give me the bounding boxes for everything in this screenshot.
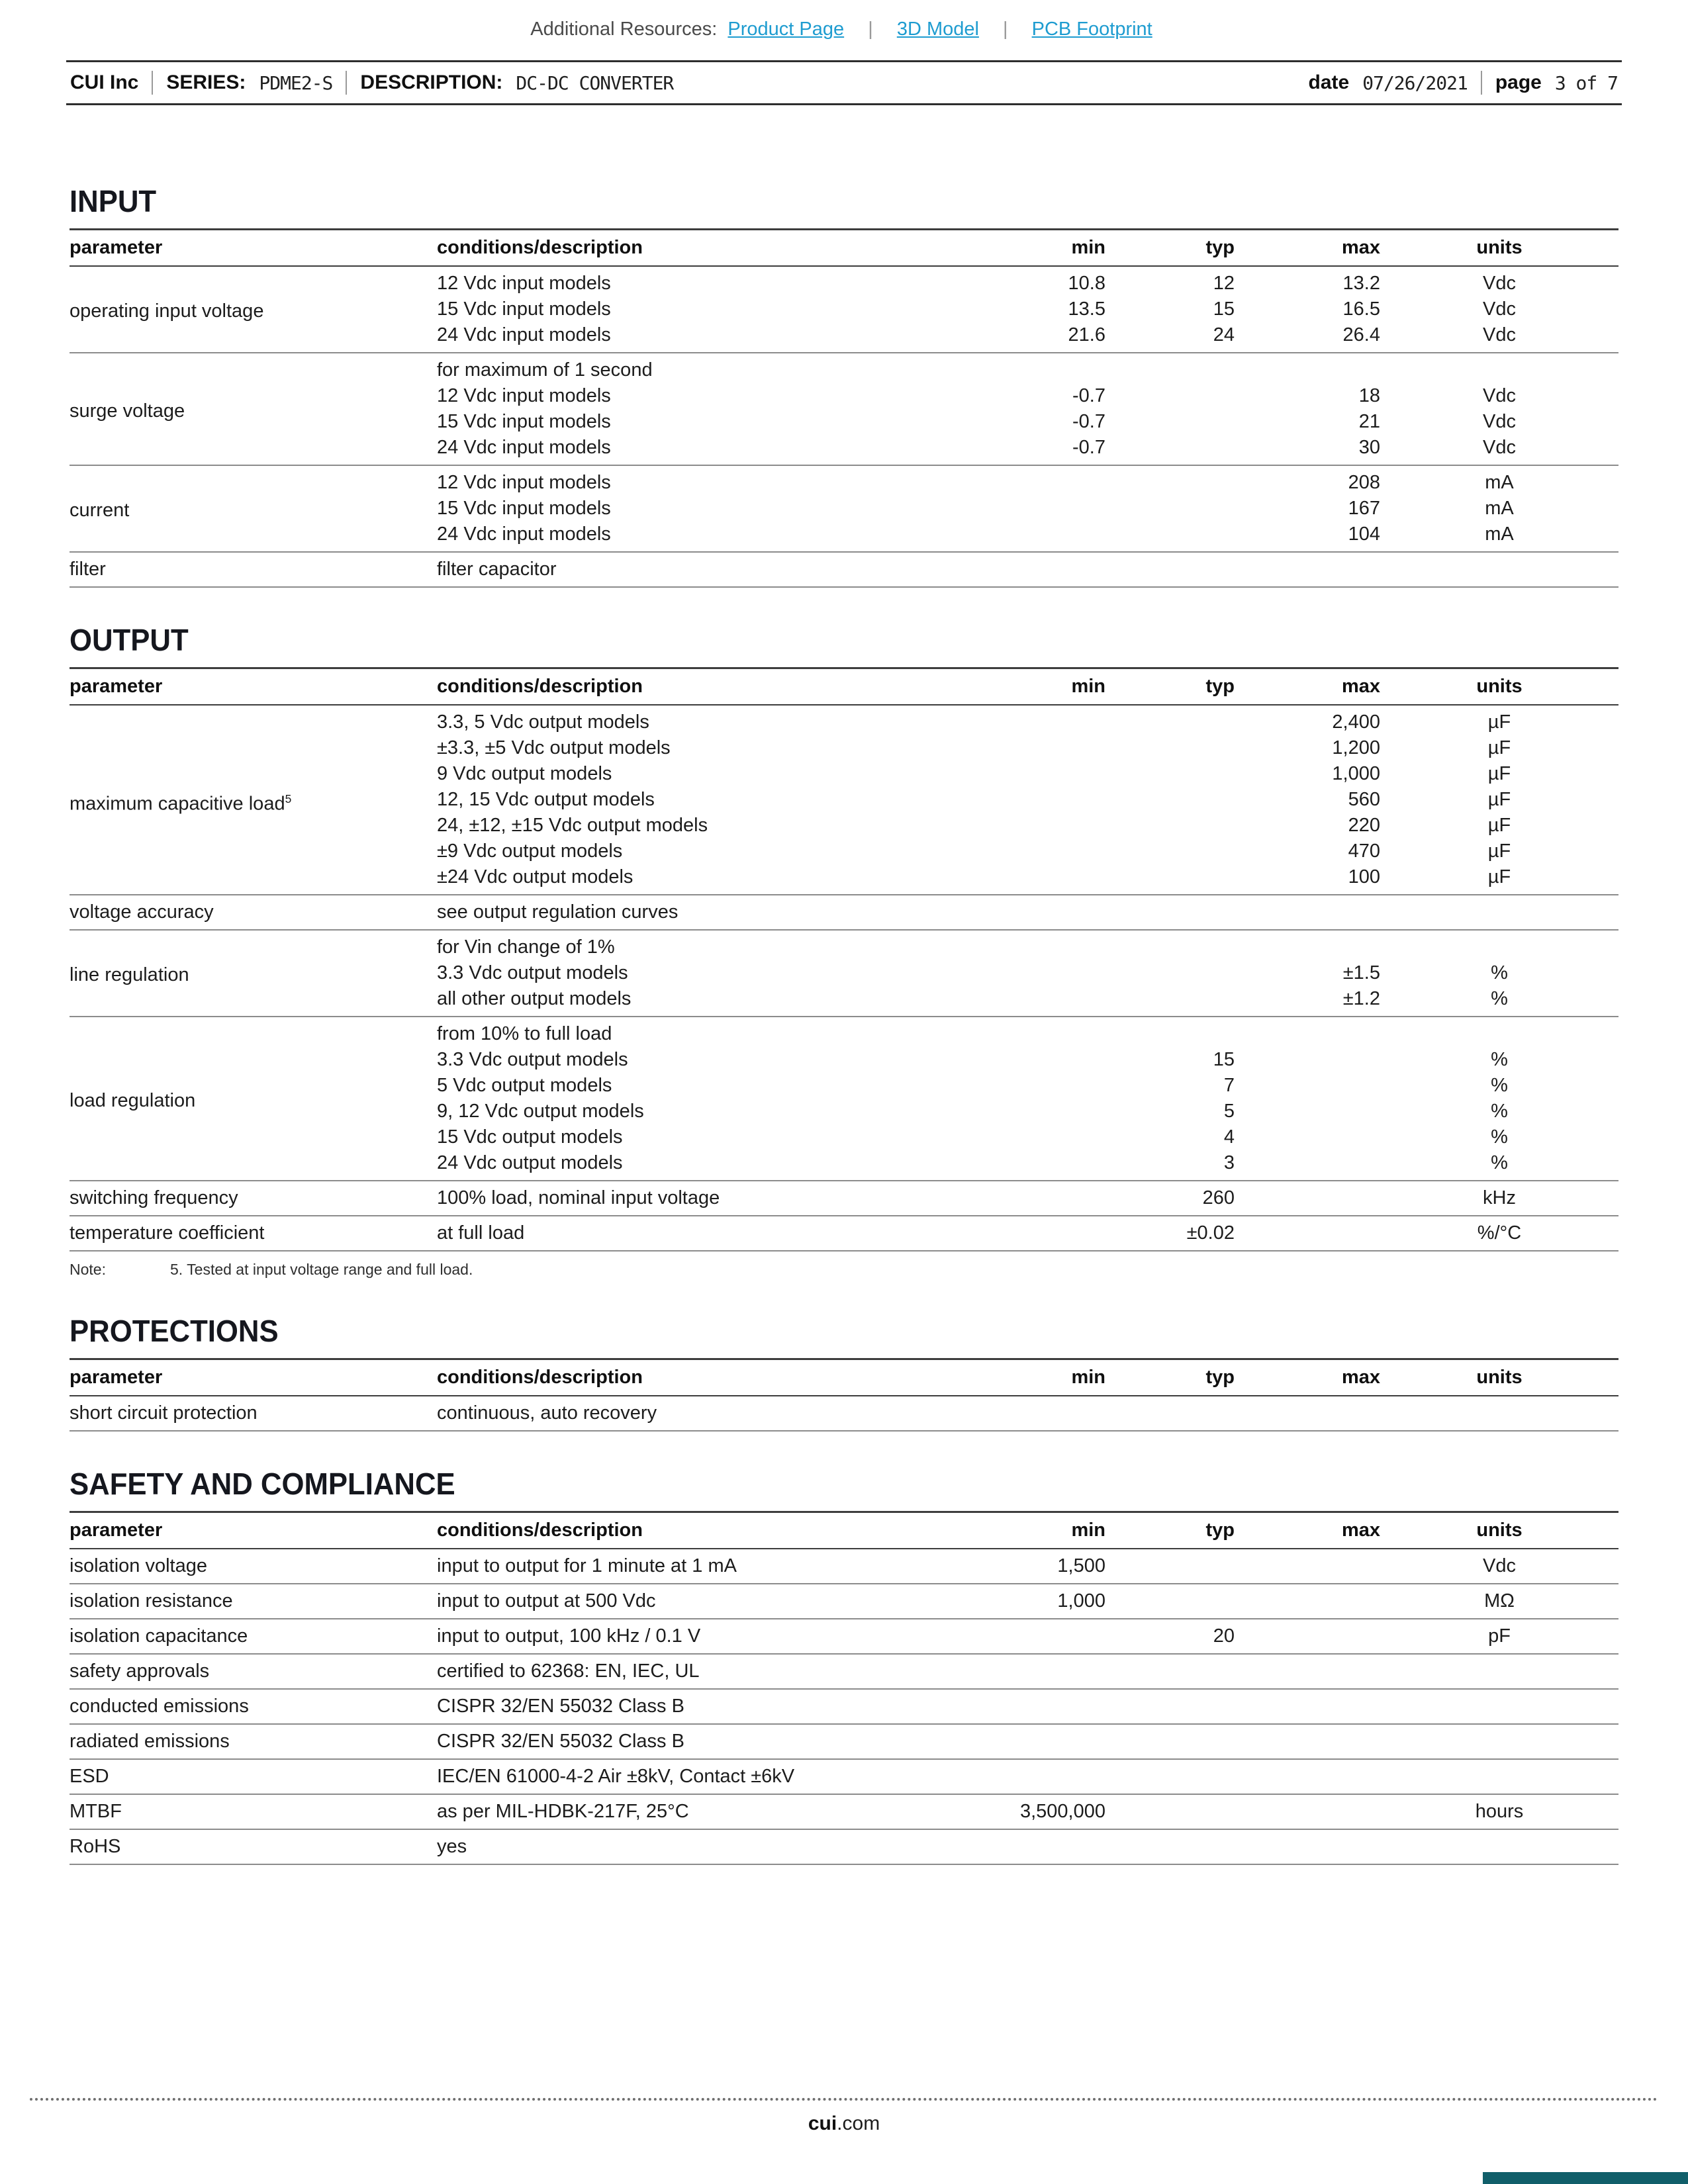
min-cell: -0.7 [1072,411,1105,432]
units-cell [1380,1759,1618,1794]
table-header [70,1512,1618,1549]
series-label: SERIES: [166,71,246,93]
section-input [70,183,1618,588]
max-cell [1235,552,1380,587]
units-cell: Vdc [1483,324,1516,345]
typ-cell [1105,1017,1235,1047]
parameter-cell: temperature coefficient [70,1216,437,1251]
vertical-divider [152,71,153,95]
min-cell: 1,000 [1006,1584,1105,1619]
date-value: 07/26/2021 [1362,71,1468,94]
cond-cell: 3.3, 5 Vdc output models [437,705,1006,735]
typ-cell [1105,705,1235,735]
max-cell [1235,353,1380,383]
cond-cell: filter capacitor [437,552,1006,587]
typ-cell [1105,864,1235,895]
max-cell [1235,1150,1380,1181]
cond-cell: CISPR 32/EN 55032 Class B [437,1724,1006,1759]
min-cell [1006,813,1105,839]
units-cell: µF [1487,841,1511,862]
units-cell: % [1491,1101,1508,1122]
parameter-cell: operating input voltage [70,266,437,353]
column-header-units: units [1380,1512,1618,1549]
min-cell [1006,552,1105,587]
doc-header-right [1309,71,1618,95]
typ-cell [1105,895,1235,930]
cond-cell: 24 Vdc input models [437,437,611,458]
spec-sections [0,183,1688,1865]
column-header-cond: conditions/description [437,1512,1006,1549]
parameter-cell: conducted emissions [70,1689,437,1724]
max-cell: 104 [1348,523,1380,545]
section-title: SAFETY AND COMPLIANCE [70,1467,455,1501]
cond-cell: 15 Vdc output models [437,1126,623,1148]
typ-cell: 3 [1223,1152,1235,1173]
typ-cell [1105,496,1235,522]
min-cell [1006,1181,1105,1216]
min-cell [1006,1047,1105,1073]
column-header-units: units [1380,668,1618,705]
min-cell [1006,864,1105,895]
units-cell [1380,1017,1618,1047]
section-output [70,622,1618,1279]
note-text: 5. Tested at input voltage range and full load. [170,1261,473,1278]
series-value: PDME2-S [259,71,333,94]
section-title: PROTECTIONS [70,1314,279,1348]
typ-cell: ±0.02 [1105,1216,1235,1251]
vertical-divider [346,71,347,95]
cond-cell: ±24 Vdc output models [437,866,633,887]
min-cell [1006,1759,1105,1794]
max-cell: 21 [1358,411,1380,432]
typ-cell [1105,465,1235,496]
cond-cell: 24 Vdc input models [437,523,611,545]
max-cell [1235,1124,1380,1150]
column-header-min: min [1006,230,1105,267]
cond-cell: from 10% to full load [437,1017,1006,1047]
units-cell: Vdc [1380,266,1618,296]
typ-cell [1105,1689,1235,1724]
min-cell [1006,1689,1105,1724]
min-cell: -0.7 [1072,437,1105,458]
units-cell: MΩ [1380,1584,1618,1619]
units-cell: Vdc [1380,1549,1618,1584]
parameter-cell: isolation resistance [70,1584,437,1619]
parameter-cell: safety approvals [70,1654,437,1689]
min-cell [1006,465,1105,496]
typ-cell [1105,522,1235,552]
cond-cell: all other output models [437,988,632,1009]
cond-cell: 9 Vdc output models [437,763,612,784]
typ-cell [1105,735,1235,761]
typ-cell: 12 [1105,266,1235,296]
typ-cell: 20 [1105,1619,1235,1654]
vertical-divider [1481,71,1482,95]
max-cell [1235,1619,1380,1654]
cond-cell: at full load [437,1216,1006,1251]
max-cell [1235,1099,1380,1124]
min-cell [1006,1017,1105,1047]
cond-cell: certified to 62368: EN, IEC, UL [437,1654,1006,1689]
resources-label: Additional Resources: [530,19,718,40]
max-cell [1235,895,1380,930]
typ-cell [1105,813,1235,839]
page-footer [30,2098,1658,2135]
column-header-typ: typ [1105,230,1235,267]
max-cell: 208 [1235,465,1380,496]
cond-cell: 15 Vdc input models [437,298,611,320]
doc-header [66,60,1622,105]
units-cell: mA [1380,465,1618,496]
min-cell [1006,895,1105,930]
typ-cell [1105,552,1235,587]
typ-cell [1105,960,1235,986]
units-cell: mA [1485,523,1514,545]
spec-table-output [70,667,1618,1251]
cond-cell: 24 Vdc input models [437,324,611,345]
max-cell: 18 [1358,385,1380,406]
units-cell: % [1491,1152,1508,1173]
parameter-cell: MTBF [70,1794,437,1829]
column-header-cond: conditions/description [437,230,1006,267]
typ-cell [1105,1794,1235,1829]
max-cell: ±1.5 [1342,962,1380,983]
typ-cell [1105,435,1235,465]
cond-cell: as per MIL-HDBK-217F, 25°C [437,1794,1006,1829]
max-cell [1235,1216,1380,1251]
typ-cell: 15 [1213,1049,1235,1070]
units-cell [1380,1724,1618,1759]
description-value: DC-DC CONVERTER [516,71,674,94]
units-cell: Vdc [1483,411,1516,432]
typ-cell: 4 [1223,1126,1235,1148]
max-cell [1235,1549,1380,1584]
min-cell [1006,1124,1105,1150]
max-cell: 167 [1348,498,1380,519]
units-cell: % [1491,1049,1508,1070]
max-cell [1235,1181,1380,1216]
units-cell: % [1491,962,1508,983]
units-cell: µF [1487,789,1511,810]
units-cell [1380,1396,1618,1431]
min-cell [1006,1829,1105,1864]
max-cell [1235,1396,1380,1431]
max-cell [1235,1073,1380,1099]
spec-table-protections [70,1358,1618,1432]
cond-cell: yes [437,1829,1006,1864]
link-separator: | [868,19,873,40]
units-cell: kHz [1380,1181,1618,1216]
column-header-max: max [1235,668,1380,705]
units-cell: µF [1487,815,1511,836]
max-cell: 1,200 [1332,737,1380,758]
parameter-cell: surge voltage [70,353,437,465]
max-cell [1235,1689,1380,1724]
min-cell [1006,960,1105,986]
doc-header-left [70,71,673,95]
max-cell: ±1.2 [1342,988,1380,1009]
max-cell [1235,1017,1380,1047]
section-title: INPUT [70,184,157,218]
typ-cell [1105,1584,1235,1619]
units-cell: %/°C [1380,1216,1618,1251]
min-cell [1006,1150,1105,1181]
max-cell [1235,930,1380,960]
column-header-typ: typ [1105,1512,1235,1549]
max-cell [1235,1654,1380,1689]
cond-cell: 12, 15 Vdc output models [437,789,655,810]
link-product-page[interactable]: Product Page [727,19,845,40]
spec-table-safety-and-compliance [70,1511,1618,1865]
column-header-param: parameter [70,668,437,705]
units-cell: % [1491,988,1508,1009]
typ-cell [1105,1549,1235,1584]
cond-cell: 12 Vdc input models [437,465,1006,496]
typ-cell [1105,1724,1235,1759]
min-cell [1006,986,1105,1017]
cond-cell: 3.3 Vdc output models [437,962,628,983]
column-header-min: min [1006,1512,1105,1549]
min-cell [1006,705,1105,735]
parameter-cell: maximum capacitive load$^5$ [70,705,437,895]
column-header-param: parameter [70,1359,437,1396]
column-header-cond: conditions/description [437,668,1006,705]
cond-cell: input to output, 100 kHz / 0.1 V [437,1619,1006,1654]
cond-cell: 24 Vdc output models [437,1152,623,1173]
link-3d-model[interactable]: 3D Model [896,19,979,40]
min-cell: 13.5 [1068,298,1105,320]
column-header-typ: typ [1105,668,1235,705]
parameter-cell: RoHS [70,1829,437,1864]
page-label: page [1495,71,1542,93]
cond-cell: input to output at 500 Vdc [437,1584,1006,1619]
typ-cell: 15 [1213,298,1235,320]
min-cell [1006,1654,1105,1689]
min-cell: 1,500 [1006,1549,1105,1584]
min-cell [1006,353,1105,383]
cond-cell: 9, 12 Vdc output models [437,1101,644,1122]
units-cell [1380,353,1618,383]
min-cell [1006,1724,1105,1759]
typ-cell [1105,353,1235,383]
max-cell [1235,1829,1380,1864]
footer-site-rest: .com [837,2113,880,2134]
cond-cell: 12 Vdc input models [437,385,611,406]
column-header-param: parameter [70,230,437,267]
units-cell [1380,1654,1618,1689]
max-cell [1235,1794,1380,1829]
max-cell: 16.5 [1342,298,1380,320]
max-cell [1235,1047,1380,1073]
max-cell: 2,400 [1235,705,1380,735]
units-cell [1380,895,1618,930]
max-cell: 220 [1348,815,1380,836]
typ-cell [1105,930,1235,960]
column-header-min: min [1006,1359,1105,1396]
cond-cell: 24, ±12, ±15 Vdc output models [437,815,708,836]
units-cell: mA [1485,498,1514,519]
min-cell: 21.6 [1068,324,1105,345]
page-number: 3 of 7 [1554,71,1618,94]
link-separator: | [1003,19,1008,40]
typ-cell [1105,761,1235,787]
parameter-cell: voltage accuracy [70,895,437,930]
min-cell [1006,930,1105,960]
units-cell: % [1491,1126,1508,1148]
table-header [70,230,1618,267]
min-cell [1006,761,1105,787]
units-cell [1380,1689,1618,1724]
parameter-cell: short circuit protection [70,1396,437,1431]
link-pcb-footprint[interactable]: PCB Footprint [1031,19,1152,40]
cond-cell: for Vin change of 1% [437,930,1006,960]
typ-cell [1105,839,1235,864]
column-header-units: units [1380,1359,1618,1396]
min-cell [1006,1099,1105,1124]
section-protections [70,1313,1618,1432]
accent-bar [1483,2172,1688,2184]
typ-cell: 260 [1105,1181,1235,1216]
typ-cell [1105,383,1235,409]
units-cell: Vdc [1483,298,1516,320]
parameter-cell: line regulation [70,930,437,1017]
date-label: date [1308,71,1350,93]
column-header-max: max [1235,1512,1380,1549]
cond-cell: continuous, auto recovery [437,1396,1006,1431]
parameter-cell: ESD [70,1759,437,1794]
section-title: OUTPUT [70,623,189,657]
parameter-cell: isolation capacitance [70,1619,437,1654]
typ-cell [1105,986,1235,1017]
cond-cell: ±3.3, ±5 Vdc output models [437,737,671,758]
typ-cell [1105,409,1235,435]
max-cell: 470 [1348,841,1380,862]
units-cell: µF [1487,866,1511,887]
max-cell: 100 [1348,866,1380,887]
max-cell: 560 [1348,789,1380,810]
cond-cell: CISPR 32/EN 55032 Class B [437,1689,1006,1724]
units-cell: Vdc [1483,437,1516,458]
column-header-units: units [1380,230,1618,267]
cond-cell: for maximum of 1 second [437,353,1006,383]
column-header-param: parameter [70,1512,437,1549]
parameter-cell: isolation voltage [70,1549,437,1584]
min-cell [1006,839,1105,864]
typ-cell: 7 [1223,1075,1235,1096]
cond-cell: input to output for 1 minute at 1 mA [437,1549,1006,1584]
min-cell [1006,1619,1105,1654]
note-label: Note: [70,1261,106,1278]
max-cell: 30 [1358,437,1380,458]
typ-cell [1105,1654,1235,1689]
units-cell: Vdc [1483,385,1516,406]
parameter-cell: radiated emissions [70,1724,437,1759]
min-cell [1006,787,1105,813]
column-header-typ: typ [1105,1359,1235,1396]
footer-site-bold: cui [808,2113,837,2134]
company-logo-text: CUI Inc [70,71,139,93]
units-cell [1380,552,1618,587]
cond-cell: 15 Vdc input models [437,411,611,432]
units-cell: µF [1380,705,1618,735]
cond-cell: 3.3 Vdc output models [437,1049,628,1070]
cond-cell: 5 Vdc output models [437,1075,612,1096]
description-label: DESCRIPTION: [360,71,503,93]
parameter-cell: switching frequency [70,1181,437,1216]
table-header [70,668,1618,705]
typ-cell [1105,787,1235,813]
table-header [70,1359,1618,1396]
typ-cell [1105,1759,1235,1794]
section-safety-and-compliance [70,1466,1618,1865]
typ-cell [1105,1396,1235,1431]
parameter-cell: current [70,465,437,552]
spec-table-input [70,228,1618,588]
min-cell: -0.7 [1072,385,1105,406]
column-header-min: min [1006,668,1105,705]
cond-cell: ±9 Vdc output models [437,841,623,862]
max-cell: 1,000 [1332,763,1380,784]
min-cell: 10.8 [1006,266,1105,296]
units-cell: pF [1380,1619,1618,1654]
table-note [70,1261,1618,1279]
parameter-cell: filter [70,552,437,587]
min-cell: 3,500,000 [1006,1794,1105,1829]
min-cell [1006,735,1105,761]
typ-cell [1105,1829,1235,1864]
typ-cell: 24 [1213,324,1235,345]
cond-cell: 15 Vdc input models [437,498,611,519]
units-cell: µF [1487,763,1511,784]
max-cell: 26.4 [1342,324,1380,345]
min-cell [1006,522,1105,552]
typ-cell: 5 [1223,1101,1235,1122]
units-cell: µF [1487,737,1511,758]
column-header-max: max [1235,1359,1380,1396]
units-cell: % [1491,1075,1508,1096]
max-cell [1235,1724,1380,1759]
max-cell [1235,1584,1380,1619]
cond-cell: IEC/EN 61000-4-2 Air ±8kV, Contact ±6kV [437,1759,1006,1794]
column-header-cond: conditions/description [437,1359,1006,1396]
column-header-max: max [1235,230,1380,267]
min-cell [1006,1216,1105,1251]
units-cell [1380,930,1618,960]
units-cell [1380,1829,1618,1864]
parameter-cell: load regulation [70,1017,437,1181]
cond-cell: see output regulation curves [437,895,1006,930]
cond-cell: 100% load, nominal input voltage [437,1181,1006,1216]
max-cell [1235,1759,1380,1794]
max-cell: 13.2 [1235,266,1380,296]
min-cell [1006,1396,1105,1431]
min-cell [1006,1073,1105,1099]
resources-bar [0,0,1688,40]
min-cell [1006,496,1105,522]
units-cell: hours [1380,1794,1618,1829]
cond-cell: 12 Vdc input models [437,266,1006,296]
